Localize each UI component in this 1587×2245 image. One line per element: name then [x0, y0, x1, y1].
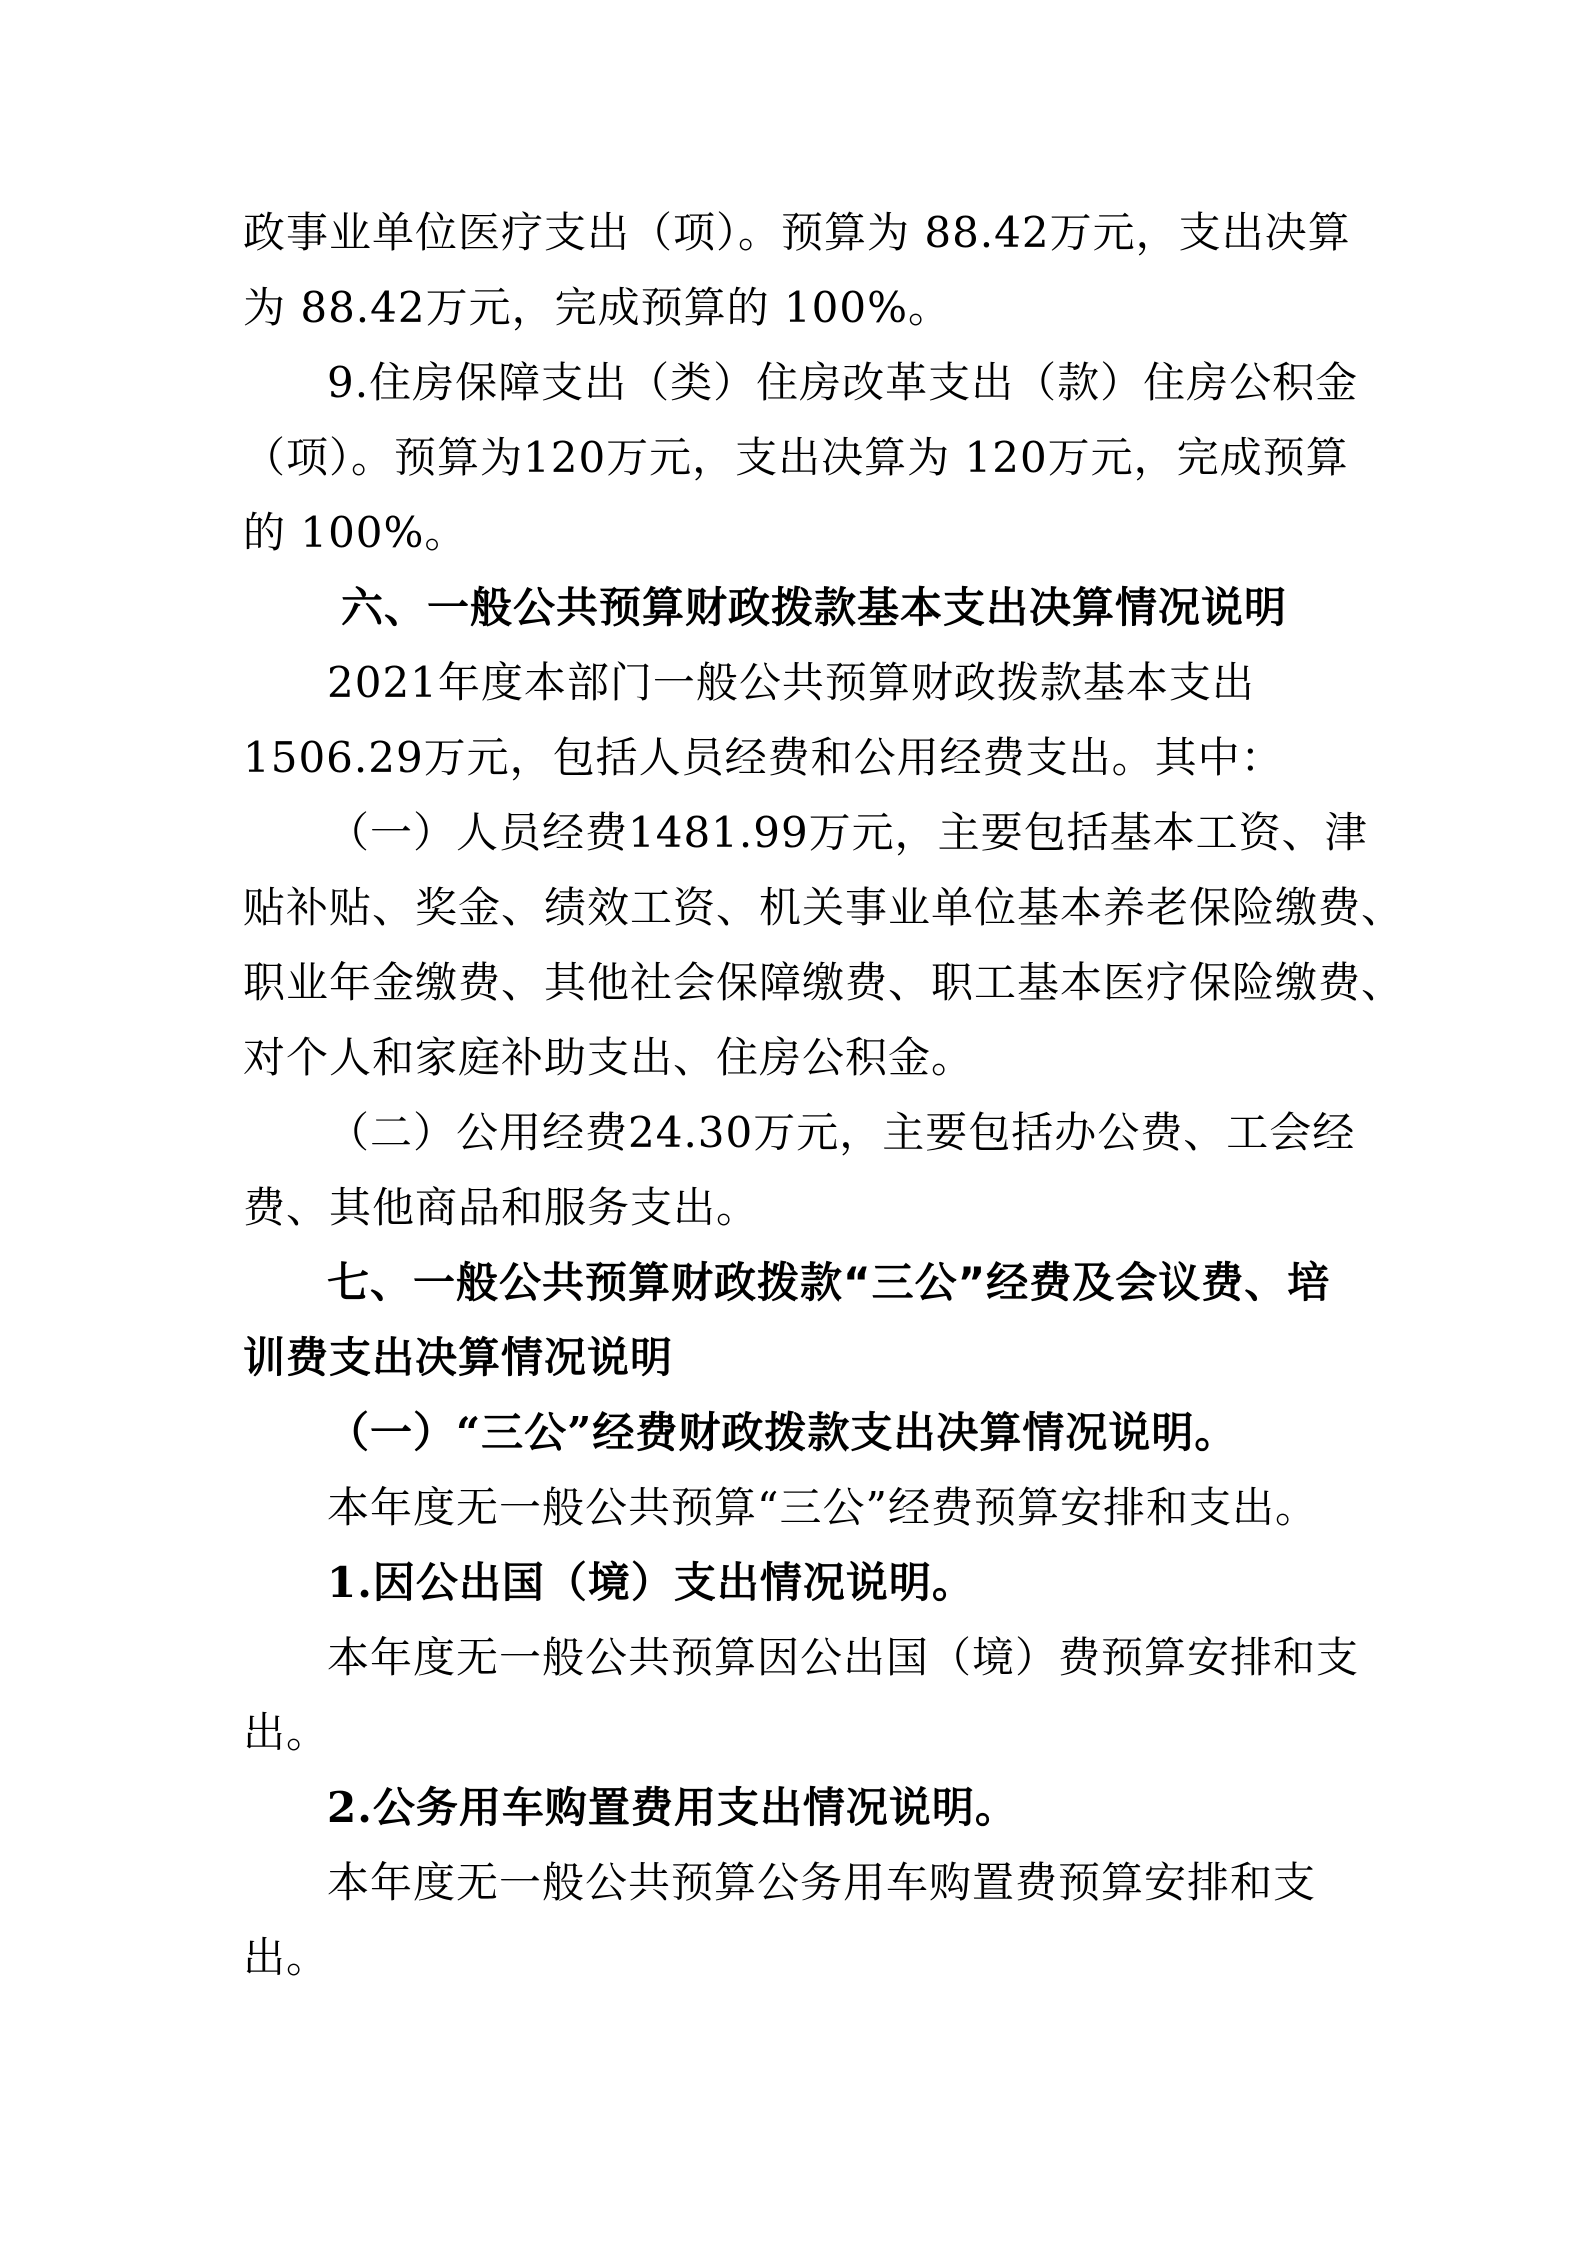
heading-line: 七、一般公共预算财政拨款“三公”经费及会议费、培 [327, 1258, 1331, 1307]
paragraph-abroad [243, 1620, 1360, 1770]
text-line: 政事业单位医疗支出（项）。预算为 88.42万元，支出决算 [243, 208, 1351, 257]
section-heading-six [243, 570, 1355, 645]
text-line: 9.住房保障支出（类）住房改革支出（款）住房公积金 [327, 358, 1359, 407]
subheading-line: （一）“三公”经费财政拨款支出决算情况说明。 [327, 1408, 1238, 1457]
text-line: 本年度无一般公共预算“三公”经费预算安排和支出。 [327, 1483, 1318, 1532]
paragraph-public-expenses [243, 1095, 1355, 1245]
text-line: 2021年度本部门一般公共预算财政拨款基本支出 [327, 658, 1255, 707]
text-line: 本年度无一般公共预算公务用车购置费预算安排和支 [327, 1858, 1317, 1907]
text-line: 职业年金缴费、其他社会保障缴费、职工基本医疗保险缴费、 [243, 958, 1405, 1007]
text-line: 1506.29万元，包括人员经费和公用经费支出。其中： [243, 733, 1284, 782]
text-line: （项）。预算为120万元，支出决算为 120万元，完成预算 [243, 433, 1349, 482]
subheading-line: 2.公务用车购置费用支出情况说明。 [327, 1783, 1018, 1832]
text-line: 贴补贴、奖金、绩效工资、机关事业单位基本养老保险缴费、 [243, 883, 1405, 932]
document-body [243, 195, 1405, 1995]
paragraph-sangong [243, 1470, 1355, 1545]
text-line: 的 100%。 [243, 508, 468, 557]
paragraph-medical-expenditure [243, 195, 1355, 345]
heading-line: 六、一般公共预算财政拨款基本支出决算情况说明 [341, 583, 1288, 632]
text-line: 为 88.42万元，完成预算的 100%。 [243, 283, 952, 332]
paragraph-basic-expenditure [243, 645, 1355, 795]
heading-line: 训费支出决算情况说明 [243, 1333, 674, 1382]
text-line: 本年度无一般公共预算因公出国（境）费预算安排和支 [327, 1633, 1360, 1682]
subheading-abroad [243, 1545, 1355, 1620]
subheading-line: 1.因公出国（境）支出情况说明。 [327, 1558, 975, 1607]
paragraph-housing-fund [243, 345, 1359, 570]
section-heading-seven [243, 1245, 1355, 1395]
subheading-vehicle [243, 1770, 1355, 1845]
text-line: 出。 [243, 1708, 330, 1757]
text-line: （一）人员经费1481.99万元，主要包括基本工资、津 [327, 808, 1368, 857]
text-line: 对个人和家庭补助支出、住房公积金。 [243, 1033, 975, 1082]
text-line: （二）公用经费24.30万元，主要包括办公费、工会经 [327, 1108, 1356, 1157]
paragraph-personnel-expenses [243, 795, 1405, 1095]
text-line: 费、其他商品和服务支出。 [243, 1183, 760, 1232]
paragraph-vehicle [243, 1845, 1355, 1995]
text-line: 出。 [243, 1933, 330, 1982]
subheading-sangong [243, 1395, 1355, 1470]
